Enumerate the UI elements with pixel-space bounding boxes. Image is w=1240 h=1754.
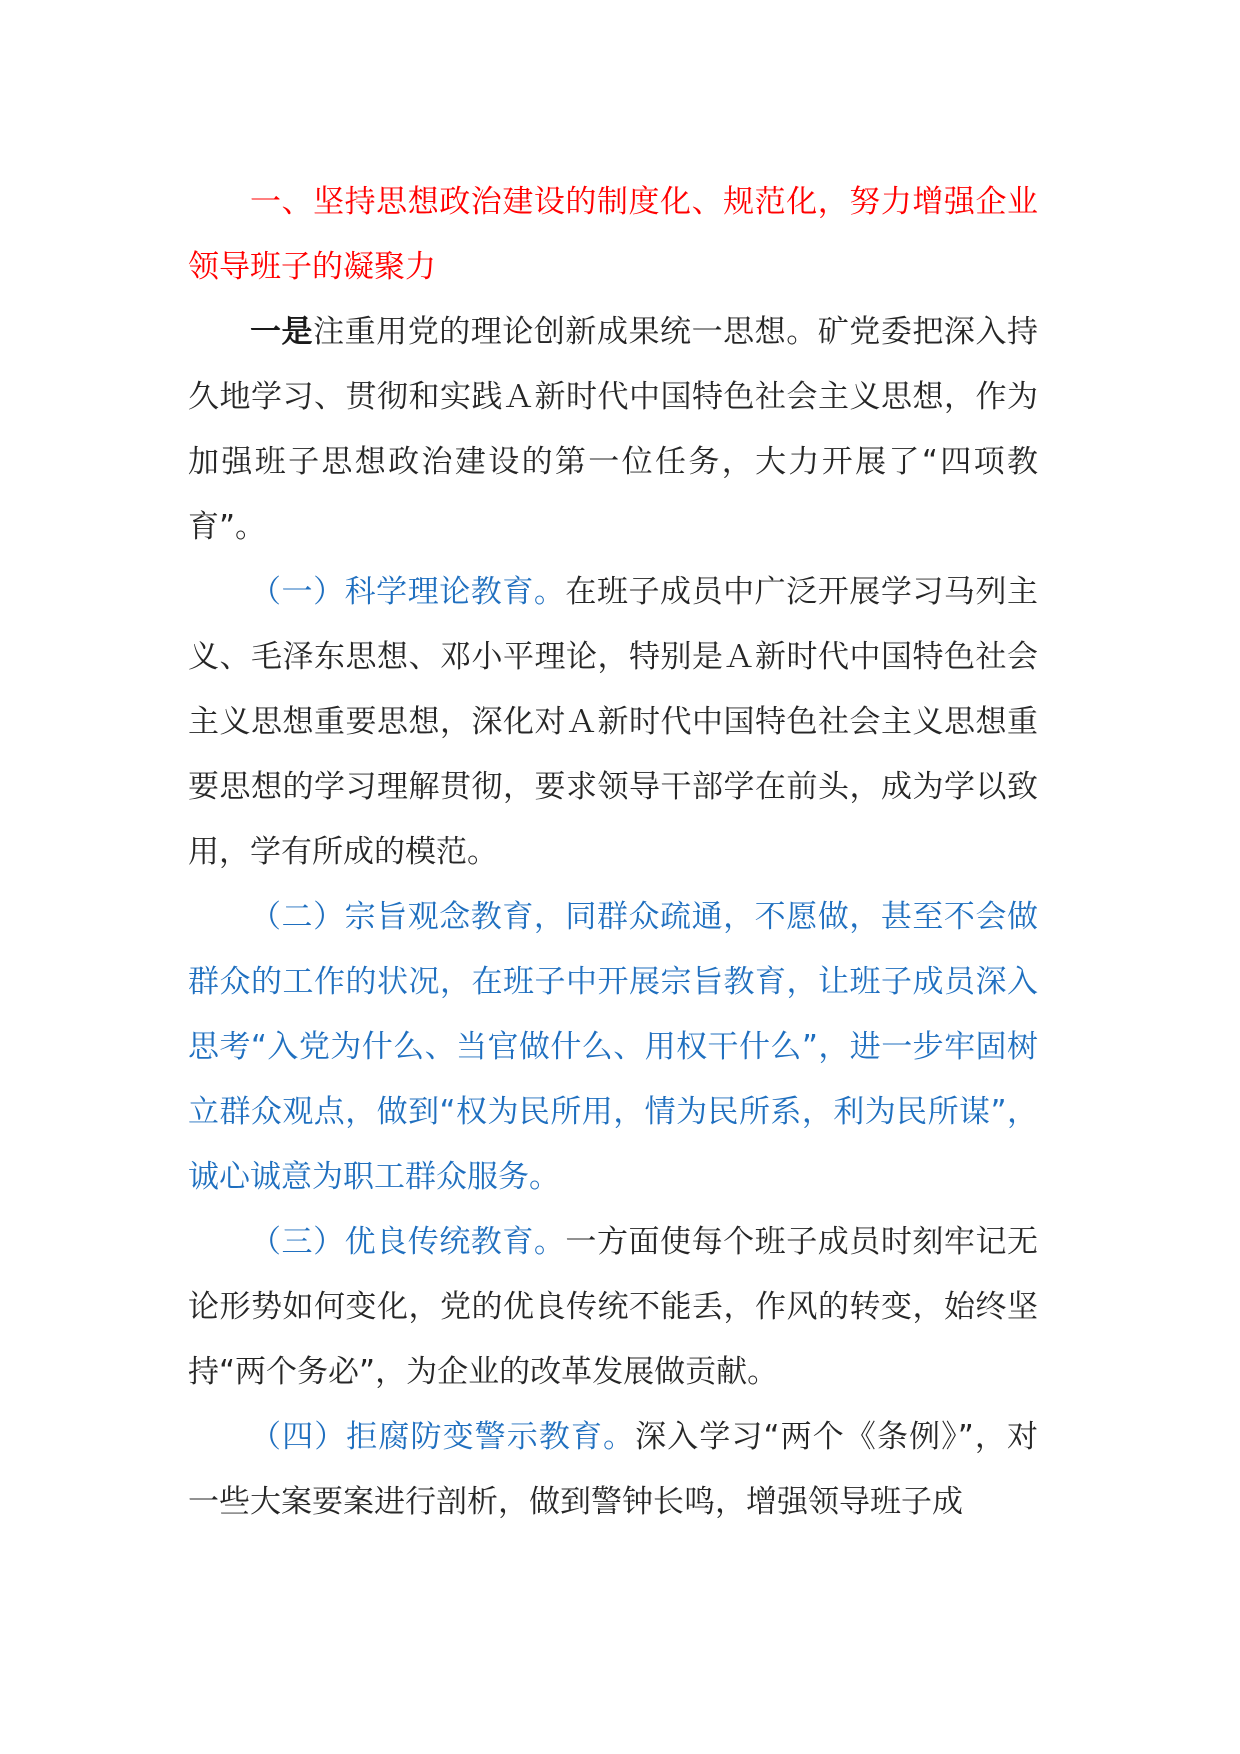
paragraph-2-text: 在班子成员中广泛开展学习马列主义、毛泽东思想、邓小平理论，特别是Ａ新时代中国特色社会主义思想重要思想，深化对Ａ新时代中国特色社会主义思想重要思想的学习理解贯彻，要求领导干部学在前头，成为学以致用，学有所成的模范。 [188,574,1039,870]
paragraph-1-text: 注重用党的理论创新成果统一思想。矿党委把深入持久地学习、贯彻和实践Ａ新时代中国特色社会主义思想，作为加强班子思想政治建设的第一位任务，大力开展了“四项教育”。 [188,314,1039,545]
paragraph-4-label: （三）优良传统教育。 [250,1224,566,1260]
section-heading [188,170,1038,300]
paragraph-2-label: （一）科学理论教育。 [250,574,566,610]
section-heading-text: 一、坚持思想政治建设的制度化、规范化，努力增强企业领导班子的凝聚力 [188,184,1038,285]
paragraph-3-text: （二）宗旨观念教育，同群众疏通，不愿做，甚至不会做群众的工作的状况，在班子中开展宗旨教育，让班子成员深入思考“入党为什么、当官做什么、用权干什么”，进一步牢固树立群众观点，做到“权为民所用，情为民所系，利为民所谋”，诚心诚意为职工群众服务。 [188,899,1038,1195]
paragraph-5-text: 深入学习“两个《条例》”，对一些大案要案进行剖析，做到警钟长鸣，增强领导班子成 [188,1419,1038,1520]
paragraph-3 [188,885,1038,1210]
paragraph-4 [188,1210,1038,1405]
paragraph-4-text: 一方面使每个班子成员时刻牢记无论形势如何变化，党的优良传统不能丢，作风的转变，始终坚持“两个务必”，为企业的改革发展做贡献。 [188,1224,1039,1390]
paragraph-5-label: （四）拒腐防变警示教育。 [250,1419,636,1455]
paragraph-5 [188,1405,1038,1535]
paragraph-2 [188,560,1038,885]
paragraph-1 [188,300,1038,560]
paragraph-1-lead: 一是 [250,314,314,350]
document-body [188,170,1038,1535]
